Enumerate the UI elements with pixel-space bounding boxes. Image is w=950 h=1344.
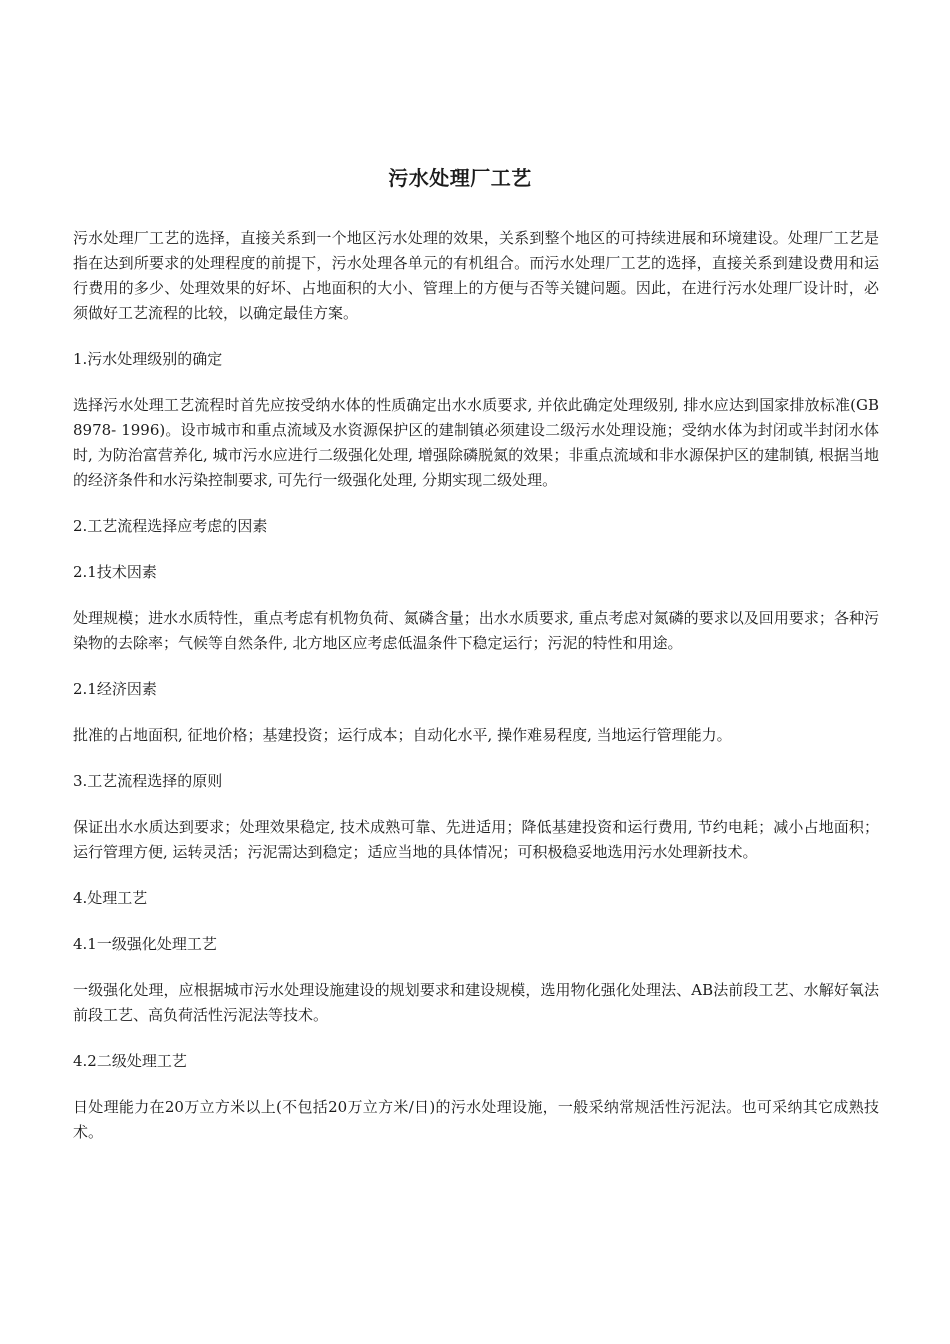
section-heading: 4.处理工艺 (73, 889, 148, 907)
document-body (73, 226, 879, 1166)
paragraph: 选择污水处理工艺流程时首先应按受纳水体的性质确定出水水质要求, 并依此确定处理级别, 排水应达到国家排放标准(GB8978- 1996)。设市城市和重点流域及水资源保护区的建制镇必须建设二级污水处理设施；受纳水体为封闭或半封闭水体时, 为防治富营养化, 城市污水应进行二级强化处理, 增强除磷脱氮的效果；非重点流域和非水源保护区的建制镇, 根据当地的经济条件和水污染控制要求, 可先行一级强化处理, 分期实现二级处理。 (73, 396, 879, 489)
document-title: 污水处理厂工艺 (388, 166, 532, 190)
subsection-heading: 4.2二级处理工艺 (73, 1052, 187, 1070)
paragraph: 日处理能力在20万立方米以上(不包括20万立方米/日)的污水处理设施，一般采纳常规活性污泥法。也可采纳其它成熟技术。 (73, 1098, 879, 1141)
section-heading: 2.工艺流程选择应考虑的因素 (73, 517, 268, 535)
section-heading: 1.污水处理级别的确定 (73, 350, 223, 368)
intro-paragraph: 污水处理厂工艺的选择，直接关系到一个地区污水处理的效果，关系到整个地区的可持续进展和环境建设。处理厂工艺是指在达到所要求的处理程度的前提下，污水处理各单元的有机组合。而污水处理厂工艺的选择，直接关系到建设费用和运行费用的多少、处理效果的好坏、占地面积的大小、管理上的方便与否等关键问题。因此，在进行污水处理厂设计时，必须做好工艺流程的比较，以确定最佳方案。 (73, 229, 879, 322)
section-heading: 3.工艺流程选择的原则 (73, 772, 223, 790)
subsection-heading: 4.1一级强化处理工艺 (73, 935, 217, 953)
subsection-heading: 2.1经济因素 (73, 680, 157, 698)
paragraph: 保证出水水质达到要求；处理效果稳定, 技术成熟可靠、先进适用；降低基建投资和运行费用, 节约电耗；减小占地面积；运行管理方便, 运转灵活；污泥需达到稳定；适应当地的具体情况；可积极稳妥地选用污水处理新技术。 (73, 818, 879, 861)
paragraph: 一级强化处理，应根据城市污水处理设施建设的规划要求和建设规模，选用物化强化处理法、AB法前段工艺、水解好氧法前段工艺、高负荷活性污泥法等技术。 (73, 981, 879, 1024)
subsection-heading: 2.1技术因素 (73, 563, 157, 581)
paragraph: 处理规模；进水水质特性，重点考虑有机物负荷、氮磷含量；出水水质要求, 重点考虑对氮磷的要求以及回用要求；各种污染物的去除率；气候等自然条件, 北方地区应考虑低温条件下稳定运行；污泥的特性和用途。 (73, 609, 879, 652)
paragraph: 批准的占地面积, 征地价格；基建投资；运行成本；自动化水平, 操作难易程度, 当地运行管理能力。 (73, 726, 732, 744)
